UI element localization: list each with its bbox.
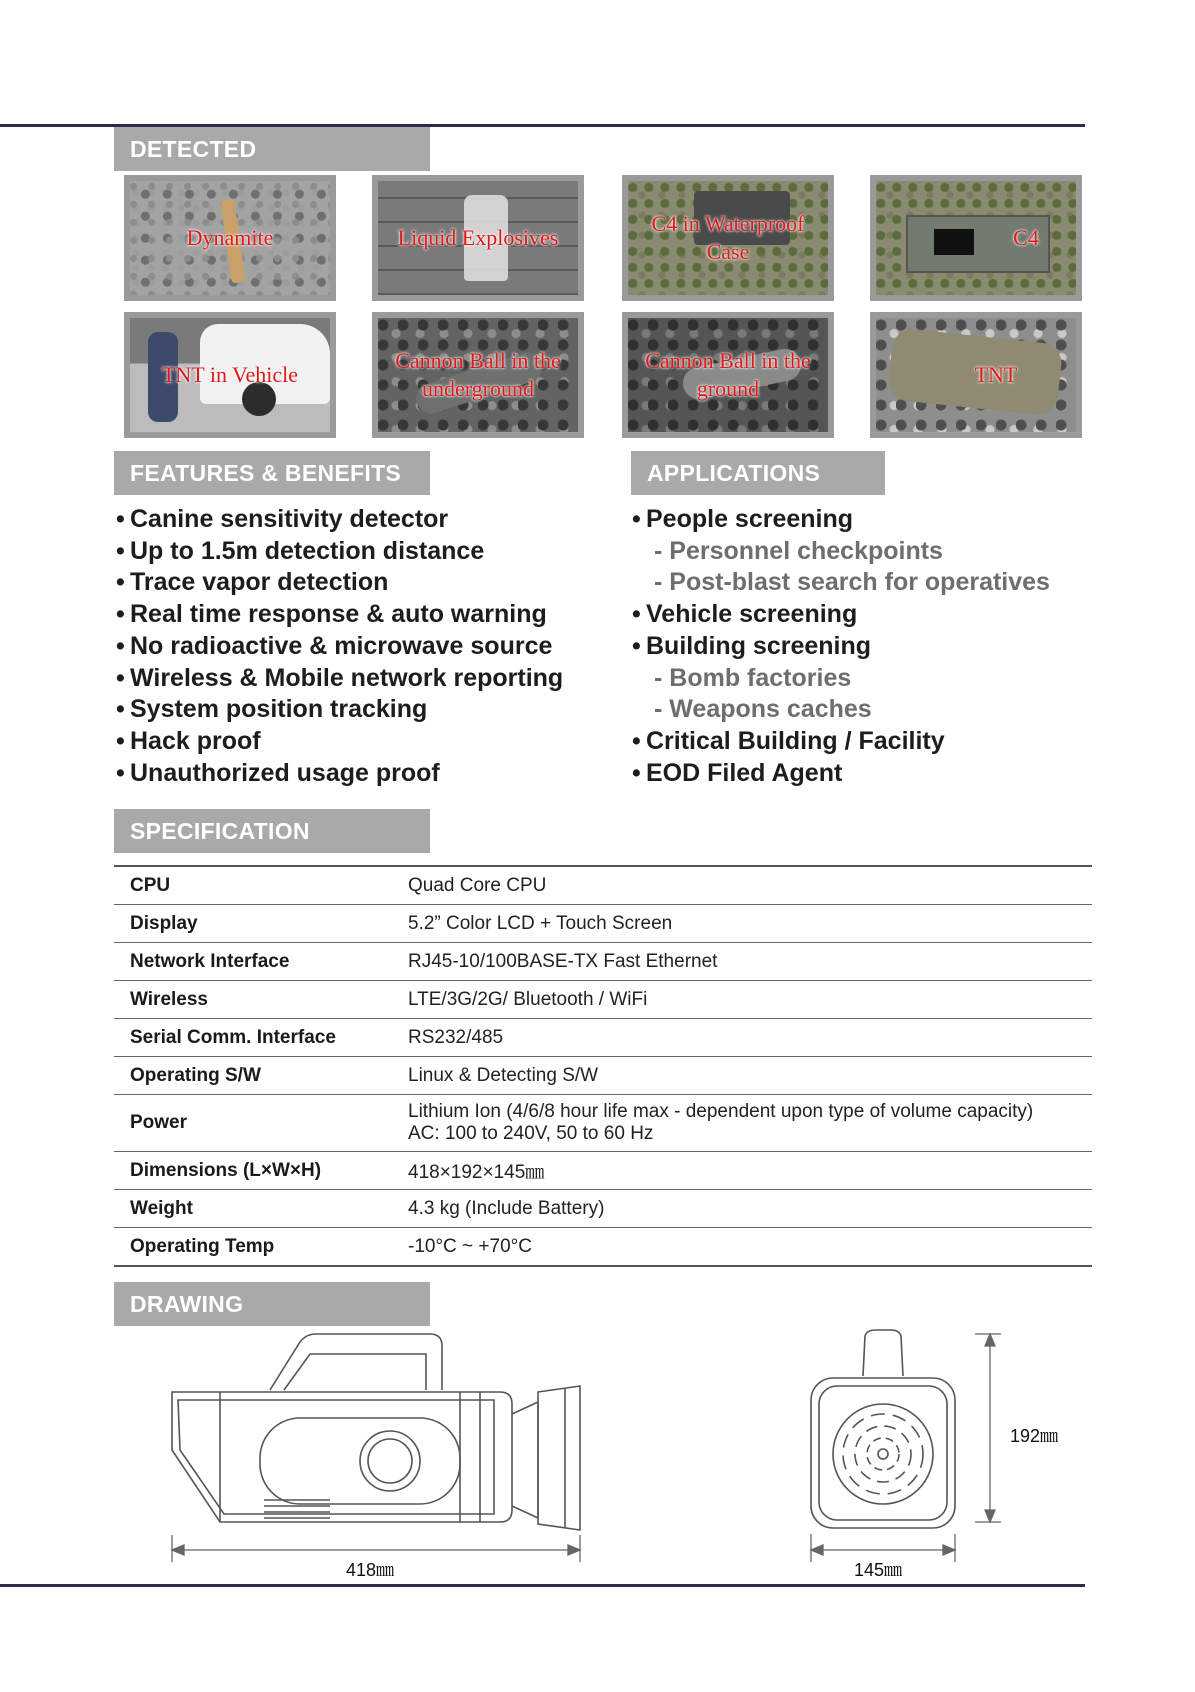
photo-tnt — [870, 312, 1082, 438]
list-item: • Unauthorized usage proof — [116, 758, 440, 787]
table-row: Wireless LTE/3G/2G/ Bluetooth / WiFi — [114, 981, 1092, 1019]
power-line-1: Lithium Ion (4/6/8 hour life max - dependent upon type of volume capacity) — [408, 1101, 1034, 1122]
list-subitem: - Weapons caches — [654, 695, 872, 724]
power-line-2: AC: 100 to 240V, 50 to 60 Hz — [408, 1123, 654, 1144]
side-view-drawing — [160, 1330, 600, 1570]
spec-table — [114, 865, 1092, 1267]
applications-list — [632, 504, 1050, 789]
list-item: • Building screening — [632, 631, 872, 660]
photo-cannon-underground — [372, 312, 584, 438]
list-item: • Real time response & auto warning — [116, 600, 547, 629]
list-item: • People screening — [632, 505, 854, 533]
list-item: • Up to 1.5m detection distance — [116, 536, 485, 565]
features-header: FEATURES & BENEFITS — [114, 451, 430, 495]
table-row: Operating Temp -10°C ~ +70°C — [130, 1235, 532, 1257]
list-subitem: - Personnel checkpoints — [654, 536, 943, 565]
table-row: Serial Comm. Interface RS232/485 — [114, 1019, 1092, 1057]
photo-caption: Cannon Ball in the underground — [395, 348, 561, 401]
list-item: • Vehicle screening — [632, 600, 858, 629]
list-item: • No radioactive & microwave source — [116, 631, 553, 660]
table-row: Weight 4.3 kg (Include Battery) — [114, 1190, 1092, 1228]
table-row: Operating S/W Linux & Detecting S/W — [114, 1057, 1092, 1095]
photo-caption: TNT — [974, 362, 1018, 387]
bottom-rule — [0, 1584, 1085, 1587]
photo-cannon-ground — [622, 312, 834, 438]
table-row: Network Interface RJ45-10/100BASE-TX Fast Ethernet — [114, 943, 1092, 981]
photo-c4-waterproof — [622, 175, 834, 301]
list-item: • Canine sensitivity detector — [116, 505, 449, 533]
list-item: • Hack proof — [116, 726, 261, 755]
list-item: • System position tracking — [116, 695, 428, 724]
table-row: Display 5.2” Color LCD + Touch Screen — [114, 905, 1092, 943]
features-list — [116, 504, 563, 789]
photo-caption: TNT in Vehicle — [161, 362, 299, 387]
list-subitem: - Bomb factories — [654, 663, 852, 692]
detected-header: DETECTED — [114, 127, 430, 171]
list-item: • Wireless & Mobile network reporting — [116, 663, 564, 692]
front-view-drawing — [805, 1328, 1005, 1572]
photo-liquid-explosives — [372, 175, 584, 301]
photo-caption: C4 — [1013, 225, 1039, 250]
specification-header: SPECIFICATION — [114, 809, 430, 853]
list-item: • Critical Building / Facility — [632, 726, 945, 755]
table-row: Dimensions (L×W×H) 418×192×145㎜ — [114, 1152, 1092, 1190]
photo-dynamite — [124, 175, 336, 301]
table-row: CPU Quad Core CPU — [114, 866, 1092, 905]
photo-tnt-vehicle — [124, 312, 336, 438]
width-dimension: 145㎜ — [854, 1560, 903, 1580]
applications-header: APPLICATIONS — [631, 451, 885, 495]
list-subitem: - Post-blast search for operatives — [654, 568, 1050, 597]
table-row: Power Lithium Ion (4/6/8 hour life max - dependent upon type of volume capacity) AC: 100 to 240V, 50 to 60 Hz — [114, 1095, 1092, 1152]
photo-caption: Liquid Explosives — [397, 225, 559, 250]
length-dimension: 418㎜ — [346, 1560, 395, 1580]
photo-caption: C4 in Waterproof Case — [651, 211, 805, 264]
drawing-header: DRAWING — [114, 1282, 430, 1326]
height-dimension: 192㎜ — [1010, 1426, 1059, 1446]
list-item: • Trace vapor detection — [116, 568, 389, 597]
photo-caption: Dynamite — [186, 225, 274, 250]
photo-c4 — [870, 175, 1082, 301]
list-item: • EOD Filed Agent — [632, 758, 843, 787]
photo-caption: Cannon Ball in the ground — [645, 348, 811, 401]
